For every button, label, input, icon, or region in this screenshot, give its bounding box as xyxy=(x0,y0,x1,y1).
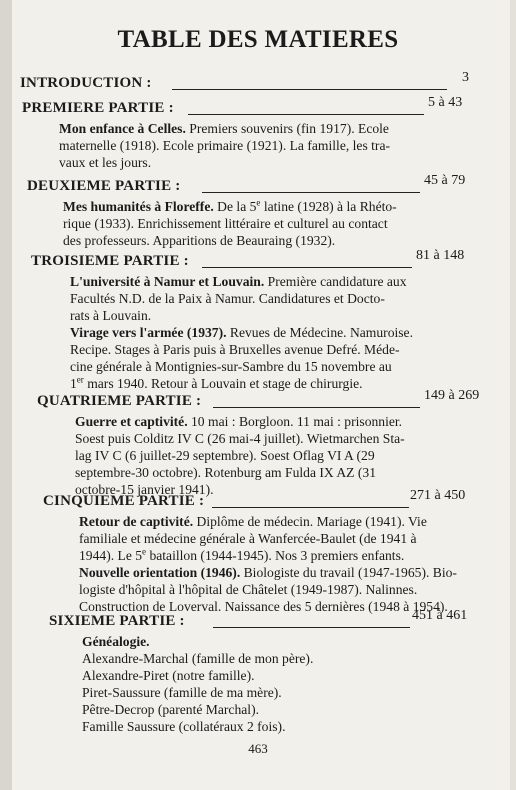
toc-section-2 xyxy=(0,95,516,171)
summary-line xyxy=(75,430,473,447)
chapter-heading: L'université à Namur et Louvain. xyxy=(70,274,265,289)
leader-rule xyxy=(188,114,424,115)
summary-line xyxy=(82,650,472,667)
summary-line xyxy=(70,307,471,324)
section-header xyxy=(0,388,516,413)
chapter-description: 1er mars 1940. Retour à Louvain et stage de chirurgie. xyxy=(70,374,363,391)
section-page-range: 81 à 148 xyxy=(416,248,465,263)
chapter-description: lag IV C (6 juillet-29 septembre). Soest Oflag VI A (29 xyxy=(75,448,375,463)
section-page-range: 45 à 79 xyxy=(424,173,466,188)
chapter-description: Biologiste du travail (1947-1965). Bio- xyxy=(240,565,457,580)
chapter-description: De la 5e latine (1928) à la Rhéto- xyxy=(213,197,397,214)
chapter-description: Construction de Loverval. Naissance des 5 dernières (1948 à 1954). xyxy=(79,599,448,614)
chapter-description: familiale et médecine générale à Wanfercée-Baulet (de 1941 à xyxy=(79,531,417,546)
summary-line xyxy=(63,215,471,232)
summary-line xyxy=(70,290,471,307)
summary-line xyxy=(59,137,470,154)
page-title: TABLE DES MATIERES xyxy=(117,26,399,53)
summary-line xyxy=(59,154,470,171)
summary-line xyxy=(63,232,471,249)
summary-line xyxy=(70,273,471,290)
section-header xyxy=(0,173,516,198)
chapter-description: vaux et les jours. xyxy=(59,155,152,170)
leader-rule xyxy=(213,627,410,628)
summary-line xyxy=(82,684,472,701)
toc-section-4 xyxy=(0,248,516,392)
section-header xyxy=(0,95,516,120)
chapter-description: Piret-Saussure (famille de ma mère). xyxy=(82,685,282,700)
summary-line xyxy=(79,581,472,598)
summary-line xyxy=(70,375,471,392)
section-page-range: 5 à 43 xyxy=(428,95,463,110)
section-page-range: 149 à 269 xyxy=(424,388,480,403)
chapter-description: Premiers souvenirs (fin 1917). Ecole xyxy=(185,121,389,136)
chapter-description: Pêtre-Decrop (parenté Marchal). xyxy=(82,702,259,717)
section-page-range: 3 xyxy=(462,70,469,85)
summary-line xyxy=(82,718,472,735)
section-title: PREMIERE PARTIE : xyxy=(22,100,174,116)
leader-rule xyxy=(202,192,420,193)
chapter-description: maternelle (1918). Ecole primaire (1921). La famille, les tra- xyxy=(59,138,391,153)
section-title: DEUXIEME PARTIE : xyxy=(27,178,181,194)
chapter-description: Recipe. Stages à Paris puis à Bruxelles avenue Defré. Méde- xyxy=(70,342,400,357)
summary-line xyxy=(63,198,471,215)
chapter-description: Diplôme de médecin. Mariage (1941). Vie xyxy=(193,514,427,529)
section-title: TROISIEME PARTIE : xyxy=(31,253,189,269)
section-page-range: 271 à 450 xyxy=(410,488,466,503)
chapter-description: Soest puis Colditz IV C (26 mai-4 juillet). Wietmarchen Sta- xyxy=(75,431,405,446)
chapter-description: des professeurs. Apparitions de Beauraing (1932). xyxy=(63,233,336,248)
page-number: 463 xyxy=(248,741,268,756)
chapter-heading: Généalogie. xyxy=(82,634,150,649)
chapter-heading: Retour de captivité. xyxy=(79,514,194,529)
toc-section-3 xyxy=(0,173,516,249)
section-summary xyxy=(59,120,470,171)
section-summary xyxy=(82,633,472,735)
chapter-description: Première candidature aux xyxy=(264,274,407,289)
section-title: QUATRIEME PARTIE : xyxy=(37,393,202,409)
section-title: INTRODUCTION : xyxy=(20,75,152,91)
summary-line xyxy=(70,324,471,341)
toc-section-7 xyxy=(0,608,516,735)
chapter-heading: Guerre et captivité. xyxy=(75,414,188,429)
summary-line xyxy=(75,413,473,430)
section-summary xyxy=(75,413,473,498)
chapter-description: 1944). Le 5e bataillon (1944-1945). Nos 3 premiers enfants. xyxy=(79,546,405,563)
summary-line xyxy=(70,358,471,375)
summary-line xyxy=(82,633,472,650)
chapter-description: 10 mai : Borgloon. 11 mai : prisonnier. xyxy=(187,414,403,429)
leader-rule xyxy=(212,507,409,508)
chapter-description: logiste d'hôpital à l'hôpital de Châtelet (1949-1987). Nalinnes. xyxy=(79,582,418,597)
section-summary xyxy=(70,273,471,392)
chapter-description: cine générale à Montignies-sur-Sambre du 15 novembre au xyxy=(70,359,392,374)
summary-line xyxy=(82,667,472,684)
summary-line xyxy=(82,701,472,718)
section-page-range: 451 à 461 xyxy=(412,608,468,623)
section-header xyxy=(0,248,516,273)
leader-rule xyxy=(172,89,447,90)
summary-line xyxy=(79,547,472,564)
summary-line xyxy=(79,564,472,581)
section-summary xyxy=(79,513,472,615)
summary-line xyxy=(79,530,472,547)
chapter-heading: Nouvelle orientation (1946). xyxy=(79,565,241,580)
chapter-heading: Mes humanités à Floreffe. xyxy=(63,199,214,214)
chapter-description: septembre-30 octobre). Rotenburg am Fulda IX AZ (31 xyxy=(75,465,377,480)
summary-line xyxy=(59,120,470,137)
section-title: SIXIEME PARTIE : xyxy=(49,613,185,629)
summary-line xyxy=(75,447,473,464)
chapter-description: Alexandre-Piret (notre famille). xyxy=(82,668,255,683)
leader-rule xyxy=(213,407,420,408)
summary-line xyxy=(75,464,473,481)
summary-line xyxy=(79,513,472,530)
section-header xyxy=(0,608,516,633)
chapter-description: Famille Saussure (collatéraux 2 fois). xyxy=(82,719,286,734)
chapter-heading: Virage vers l'armée (1937). xyxy=(70,325,227,340)
section-summary xyxy=(63,198,471,249)
chapter-description: Facultés N.D. de la Paix à Namur. Candidatures et Docto- xyxy=(70,291,385,306)
toc-section-1 xyxy=(0,70,516,95)
chapter-description: rats à Louvain. xyxy=(70,308,152,323)
summary-line xyxy=(70,341,471,358)
chapter-description: rique (1933). Enrichissement littéraire et culturel au contact xyxy=(63,216,388,231)
section-title: CINQUIEME PARTIE : xyxy=(43,493,205,509)
toc-section-5 xyxy=(0,388,516,498)
chapter-description: Revues de Médecine. Namuroise. xyxy=(226,325,413,340)
chapter-description: Alexandre-Marchal (famille de mon père). xyxy=(82,651,314,666)
chapter-heading: Mon enfance à Celles. xyxy=(59,121,186,136)
chapter-description: octobre-15 janvier 1941). xyxy=(75,482,214,497)
leader-rule xyxy=(202,267,412,268)
section-header xyxy=(0,70,516,95)
